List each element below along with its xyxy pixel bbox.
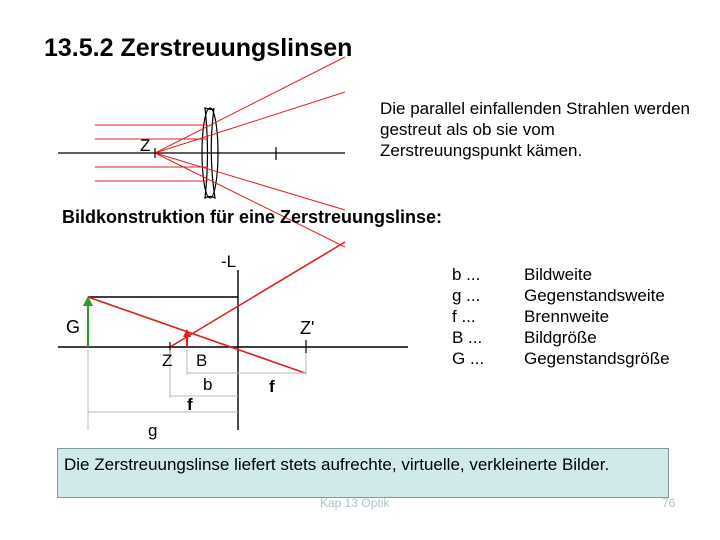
dimension-g-label: g <box>148 421 158 440</box>
symbol-definitions <box>452 264 670 369</box>
dimension-f-right-label: f <box>269 377 275 396</box>
focus-right-label: Z' <box>300 318 315 338</box>
definition-row <box>452 348 670 369</box>
focus-label-z: Z <box>140 136 151 155</box>
definition-symbol: B ... <box>452 328 483 347</box>
definition-symbol: f ... <box>452 307 476 326</box>
definition-meaning: Bildgröße <box>524 328 597 347</box>
object-label: G <box>66 317 81 337</box>
definition-symbol: G ... <box>452 349 485 368</box>
image-label: B <box>196 351 208 370</box>
dimension-b-label: b <box>203 375 213 394</box>
definition-symbol: b ... <box>452 265 481 284</box>
page-number: 76 <box>662 496 676 510</box>
conclusion-note: Die Zerstreuungslinse liefert stets aufrechte, virtuelle, verkleinerte Bilder. <box>57 448 669 498</box>
definition-row <box>452 306 670 327</box>
refracted-ray <box>170 242 345 347</box>
focus-left-label: Z <box>162 351 173 370</box>
lens-label: -L <box>221 252 237 271</box>
definition-symbol: g ... <box>452 286 481 305</box>
definition-meaning: Brennweite <box>524 307 610 326</box>
description-text: Die parallel einfallenden Strahlen werden gestreut als ob sie vom Zerstreuungspunkt kämen. <box>380 99 690 160</box>
definition-meaning: Gegenstandsgröße <box>524 349 670 368</box>
footer-text: Kap 13 Optik <box>320 496 390 510</box>
definition-meaning: Gegenstandsweite <box>524 286 665 305</box>
definition-row <box>452 285 670 306</box>
construction-subtitle: Bildkonstruktion für eine Zerstreuungslinse: <box>62 207 443 227</box>
definition-row <box>452 327 670 348</box>
dimension-f-left-label: f <box>187 395 193 414</box>
definition-meaning: Bildweite <box>524 265 593 284</box>
slide-title: 13.5.2 Zerstreuungslinsen <box>44 34 353 62</box>
definition-row <box>452 264 670 285</box>
